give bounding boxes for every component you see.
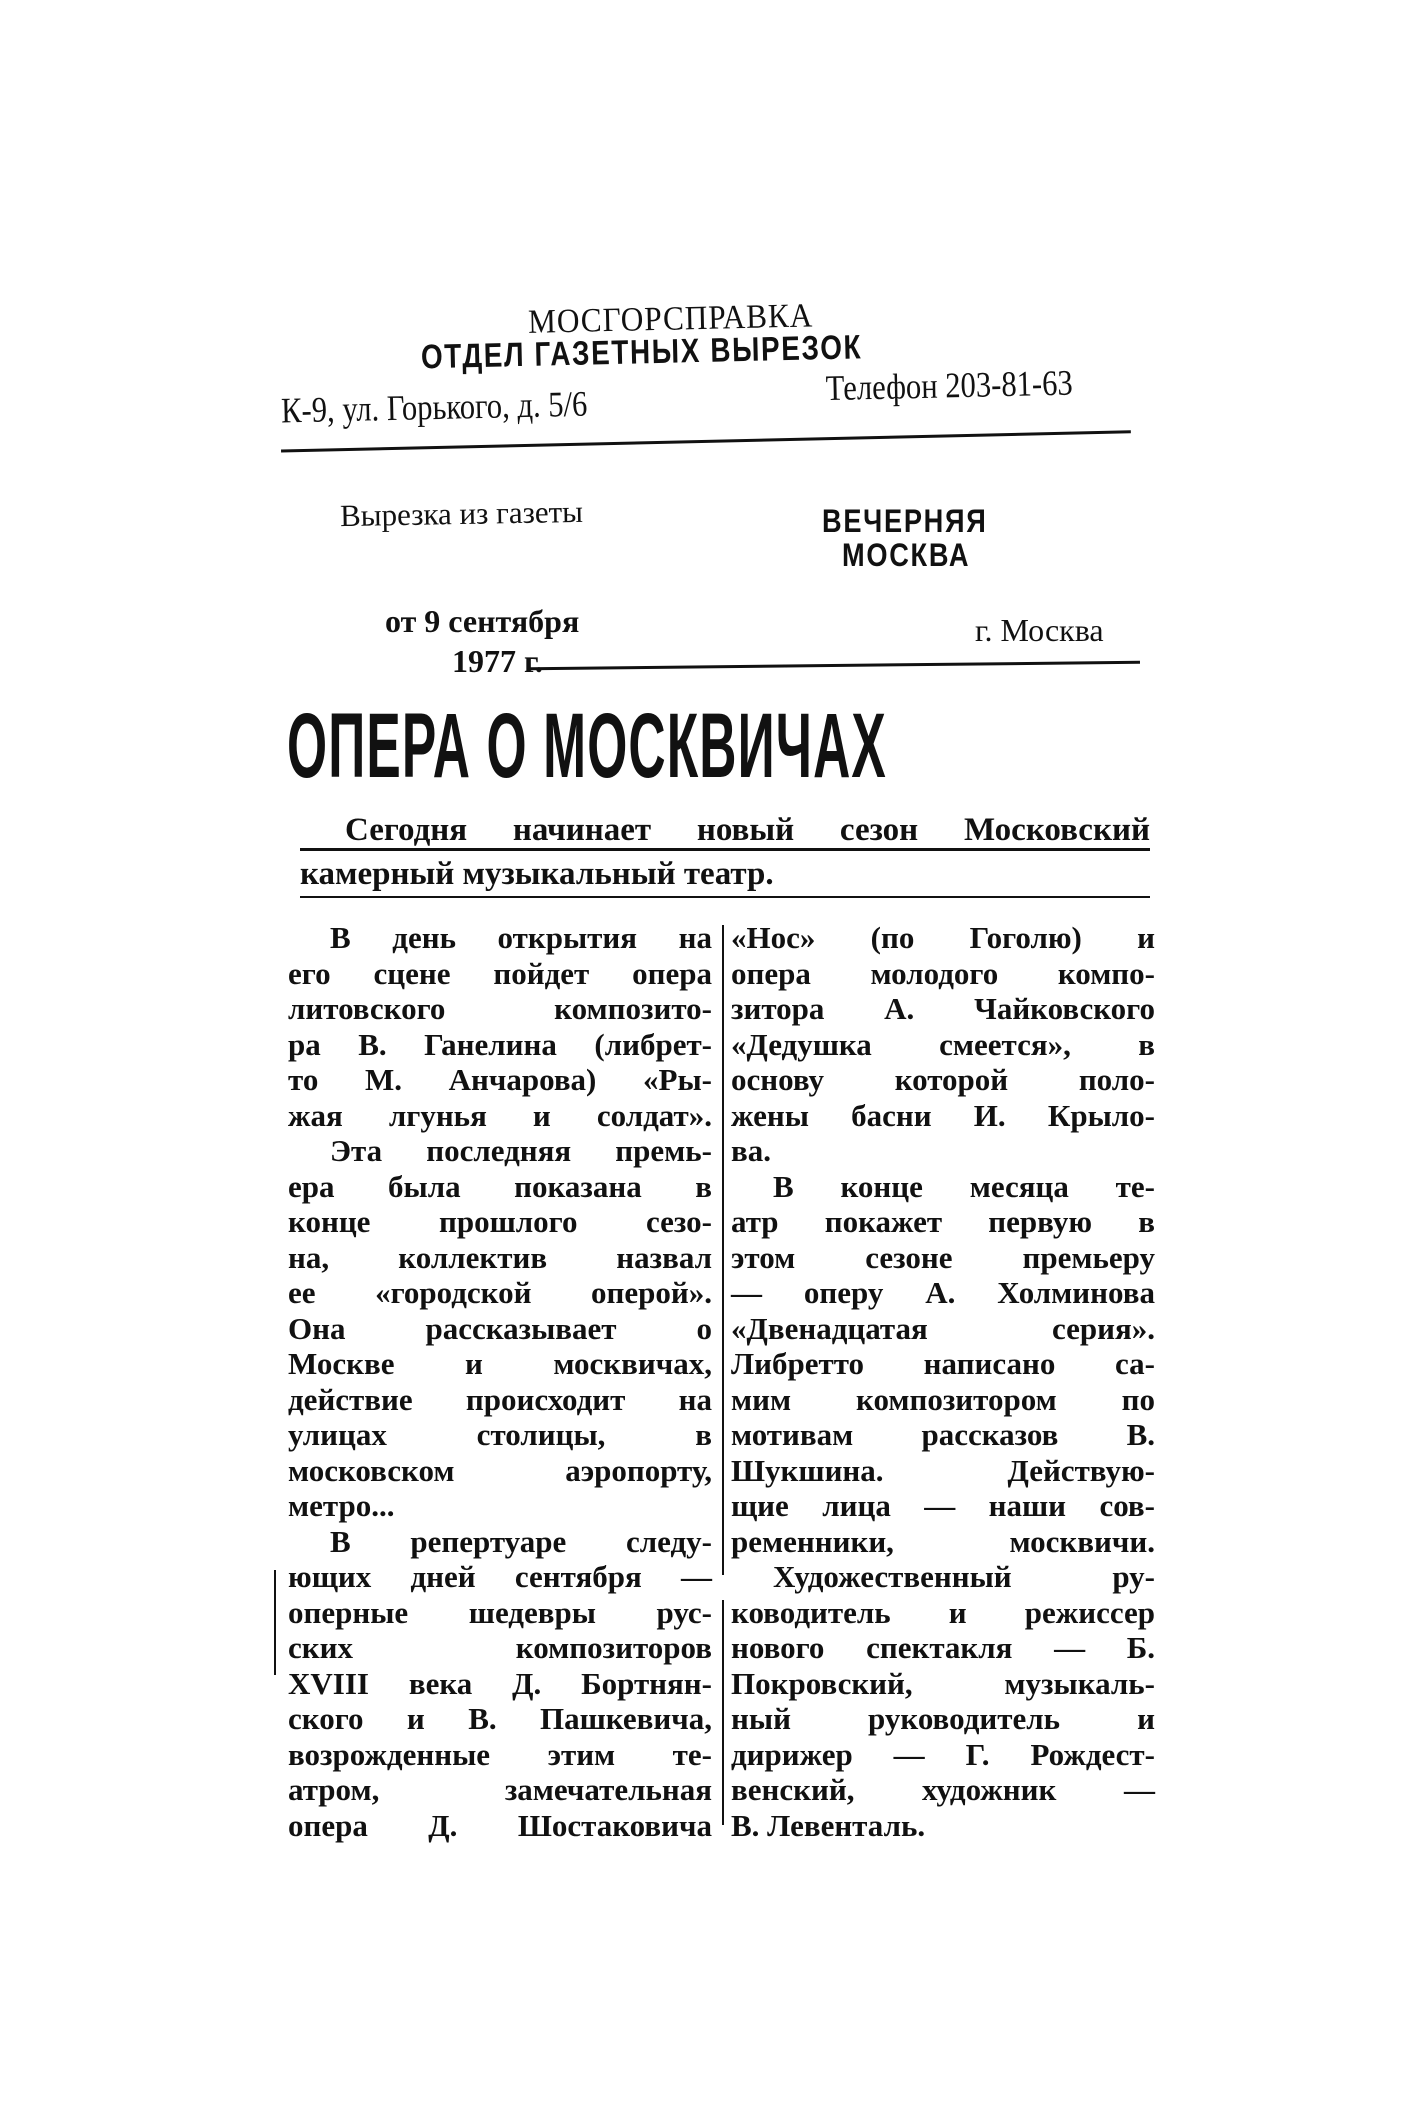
clipping-bureau-header [0, 0, 1407, 486]
column-divider [722, 925, 724, 1575]
lead-line-1: Сегодня начинает новый сезон Московский [345, 812, 1150, 848]
article-text-line: щие лица — наши сов- [731, 1488, 1155, 1523]
article-text-line: «Дедушка смеется», в [731, 1026, 1155, 1062]
article-text-line: дирижер — Г. Рождест- [731, 1736, 1155, 1772]
article-text-line: этом сезоне премьеру [731, 1239, 1155, 1275]
article-text-line: возрожденные этим те- [288, 1736, 712, 1772]
city: г. Москва [975, 612, 1104, 648]
article-text-line: ского и В. Пашкевича, [288, 1701, 712, 1736]
article-text-line: Эта последняя премь- [330, 1133, 712, 1168]
margin-mark [274, 1570, 276, 1675]
article-text-line: ющих дней сентября — [288, 1559, 712, 1594]
article-text-line: ера была показана в [288, 1168, 712, 1204]
article-text-line: XVIII века Д. Бортнян- [288, 1665, 712, 1701]
article-text-line: ва. [731, 1133, 771, 1168]
article-text-line: Шукшина. Действую- [731, 1452, 1155, 1488]
article-text-line: оперные шедевры рус- [288, 1594, 712, 1630]
article-text-line: венский, художник — [731, 1772, 1155, 1807]
newspaper-name-line1: ВЕЧЕРНЯЯ [822, 503, 988, 539]
article-text-line: жены басни И. Крыло- [731, 1097, 1155, 1133]
department-name: ОТДЕЛ ГАЗЕТНЫХ ВЫРЕЗОК [420, 328, 863, 377]
article-text-line: действие происходит на [288, 1381, 712, 1417]
article-text-line: атром, замечательная [288, 1772, 712, 1807]
article-headline: ОПЕРА О МОСКВИЧАХ [287, 695, 887, 797]
column-divider-lower [722, 1600, 724, 1825]
article-text-line: московском аэропорту, [288, 1452, 712, 1488]
article-column-left [288, 920, 712, 1843]
article-text-line: ководитель и режиссер [731, 1594, 1155, 1630]
date-rule [530, 661, 1140, 670]
clipping-label: Вырезка из газеты [339, 493, 584, 534]
article-text-line: опера молодого компо- [731, 955, 1155, 991]
article-text-line: ра В. Ганелина (либрет- [288, 1026, 712, 1062]
article-text-line: ный руководитель и [731, 1701, 1155, 1736]
article-text-line: Она рассказывает о [288, 1310, 712, 1346]
article-text-line: нового спектакля — Б. [731, 1630, 1155, 1665]
article-text-line: Художественный ру- [773, 1559, 1155, 1594]
lead-rule [300, 848, 1150, 851]
article-text-line: литовского композито- [288, 991, 712, 1026]
article-text-line: его сцене пойдет опера [288, 955, 712, 991]
date-line2: 1977 г. [452, 643, 543, 679]
article-text-line: ее «городской оперой». [288, 1275, 712, 1310]
article-text-line: ских композиторов [288, 1630, 712, 1665]
article-text-line: то М. Анчарова) «Ры- [288, 1062, 712, 1097]
article-text-line: В репертуаре следу- [330, 1523, 712, 1559]
article-text-line: зитора А. Чайковского [731, 991, 1155, 1026]
article-text-line: конце прошлого сезо- [288, 1204, 712, 1239]
article-text-line: опера Д. Шостаковича [288, 1807, 712, 1843]
article-text-line: «Нос» (по Гоголю) и [731, 920, 1155, 955]
phone: Телефон 203-81-63 [825, 362, 1074, 409]
article-text-line: основу которой поло- [731, 1062, 1155, 1097]
article-text-line: В. Левенталь. [731, 1807, 926, 1843]
article-text-line: В день открытия на [330, 920, 712, 955]
header-rule [281, 430, 1131, 452]
address: К-9, ул. Горького, д. 5/6 [280, 383, 588, 431]
article-text-line: «Двенадцатая серия». [731, 1310, 1155, 1346]
article-text-line: ременники, москвичи. [731, 1523, 1155, 1559]
newspaper-name-line2: МОСКВА [842, 537, 971, 573]
date-line1: от 9 сентября [385, 603, 580, 639]
article-text-line: жая лгунья и солдат». [288, 1097, 712, 1133]
article-text-line: атр покажет первую в [731, 1204, 1155, 1239]
article-text-line: на, коллектив назвал [288, 1239, 712, 1275]
article-text-line: Москве и москвичах, [288, 1346, 712, 1381]
lead-line-2: камерный музыкальный театр. [300, 856, 774, 892]
article-text-line: мотивам рассказов В. [731, 1417, 1155, 1452]
article-text-line: метро... [288, 1488, 395, 1523]
article-text-line: В конце месяца те- [773, 1168, 1155, 1204]
article-column-right [731, 920, 1155, 1843]
article-text-line: — оперу А. Холминова [731, 1275, 1155, 1310]
article-text-line: мим композитором по [731, 1381, 1155, 1417]
article-text-line: улицах столицы, в [288, 1417, 712, 1452]
article-text-line: Либретто написано са- [731, 1346, 1155, 1381]
lead-bottom-rule [300, 896, 1150, 898]
article-text-line: Покровский, музыкаль- [731, 1665, 1155, 1701]
agency-name: МОСГОРСПРАВКА [527, 297, 814, 341]
